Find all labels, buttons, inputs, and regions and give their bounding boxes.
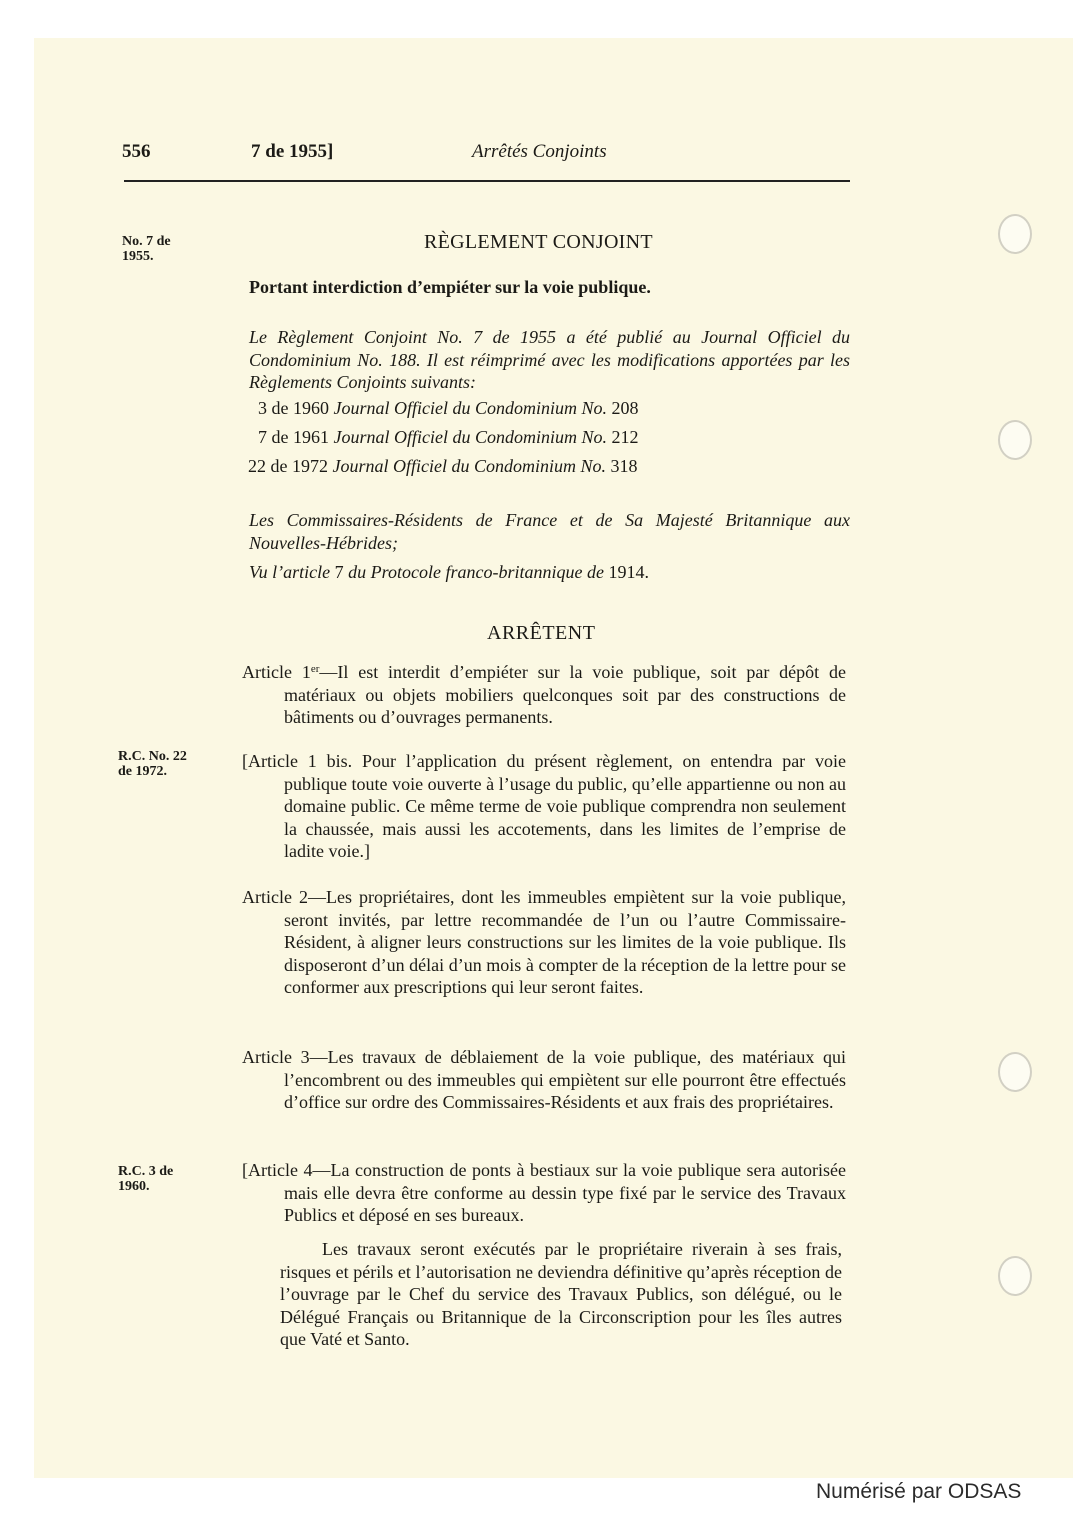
punch-hole	[998, 1052, 1032, 1092]
punch-hole	[998, 214, 1032, 254]
page-number: 556	[122, 141, 151, 162]
amendment-number: 22 de 1972	[248, 456, 328, 476]
running-title: Arrêtés Conjoints	[472, 141, 607, 162]
amendment-journal: Journal Officiel du Condominium No.	[333, 398, 607, 418]
amendment-issue: 318	[610, 456, 638, 476]
amendment-journal: Journal Officiel du Condominium No.	[332, 456, 606, 476]
article-1-label: Article 1	[242, 662, 311, 682]
margin-note-line: 1955.	[122, 249, 154, 264]
article-1-bis: [Article 1 bis. Pour l’application du présent règlement, on entendra par voie publique toute voie ouverte à l’usage du public, qu’elle appartienne ou non au domaine public. Ce même terme de voie publique comprendra non seulement la chaussée, mais aussi les accotements, dans les limites de l’emprise de ladite voie.]	[242, 751, 846, 861]
article-3: Article 3—Les travaux de déblaiement de la voie publique, des matériaux qui l’encombrent ou des immeubles qui empiètent sur elle pourront être effectués d’office sur ordre des Commissaires-Résidents et aux frais des propriétaires.	[242, 1047, 846, 1112]
amendment-issue: 208	[611, 398, 639, 418]
margin-note-amendment-1960	[118, 1164, 173, 1194]
amendment-item	[248, 456, 638, 477]
margin-note-line: 1960.	[118, 1179, 150, 1194]
vu-prefix: Vu l’article	[249, 562, 331, 582]
article-4: [Article 4—La construction de ponts à bestiaux sur la voie publique sera autorisée mais elle devra être conforme au dessin type fixé par le service des Travaux Publics et déposé en ses bureaux.	[242, 1160, 846, 1225]
header-rule	[124, 180, 850, 182]
document-title: RÈGLEMENT CONJOINT	[424, 231, 653, 253]
header-date-reference: 7 de 1955]	[251, 141, 334, 162]
document-subtitle: Portant interdiction d’empiéter sur la voie publique.	[249, 277, 651, 297]
margin-note-line: R.C. No. 22	[118, 749, 187, 764]
vu-end: .	[644, 562, 649, 582]
publication-note: Le Règlement Conjoint No. 7 de 1955 a été publié au Journal Officiel du Condominium No. 188. Il est réimprimé avec les modifications apportées par les Règlements Conjoints suivants:	[249, 327, 850, 392]
amendment-item	[258, 398, 639, 419]
vu-protocol: du Protocole franco-britannique de	[348, 562, 604, 582]
article-4-paragraph-2: Les travaux seront exécutés par le propriétaire riverain à ses frais, risques et périls et l’autorisation ne deviendra définitive qu’après réception de l’ouvrage par le Chef du service des Travaux Publics, son délégué, ou le Délégué Français ou Britannique de la Circonscription pour les îles autres que Vaté et Santo.	[280, 1239, 842, 1349]
amendment-journal: Journal Officiel du Condominium No.	[333, 427, 607, 447]
amendment-item	[258, 427, 639, 448]
margin-note-line: R.C. 3 de	[118, 1164, 174, 1179]
article-2: Article 2—Les propriétaires, dont les immeubles empiètent sur la voie publique, seront invités, par lettre recommandée de l’un ou l’autre Commissaire-Résident, à aligner leurs constructions sur les limites de la voie publique. Ils disposeront d’un délai d’un mois à compter de la réception de la lettre pour se conformer aux prescriptions qui leur seront faites.	[242, 887, 846, 997]
amendment-number: 7 de 1961	[258, 427, 329, 447]
vu-article-number: 7	[334, 562, 344, 582]
margin-note-line: de 1972.	[118, 764, 167, 779]
amendment-number: 3 de 1960	[258, 398, 329, 418]
article-1-text: —Il est interdit d’empiéter sur la voie publique, soit par dépôt de matériaux ou objets mobiliers quelconques soit par des constructions de bâtiments ou d’ouvrages permanents.	[284, 662, 846, 727]
punch-hole	[998, 420, 1032, 460]
margin-note-amendment-1972	[118, 749, 187, 779]
margin-note-regulation	[122, 234, 171, 264]
arretent-heading: ARRÊTENT	[487, 622, 596, 644]
preamble-commissioners: Les Commissaires-Résidents de France et de Sa Majesté Britannique aux Nouvelles-Hébrides;	[249, 510, 850, 553]
article-1-superscript: er	[310, 663, 320, 675]
amendment-issue: 212	[611, 427, 639, 447]
digitization-credit: Numérisé par ODSAS	[816, 1480, 1022, 1503]
preamble-vu	[249, 561, 649, 584]
punch-hole	[998, 1256, 1032, 1296]
article-1	[242, 658, 846, 729]
margin-note-line: No. 7 de	[122, 234, 171, 249]
vu-year: 1914	[608, 562, 645, 582]
